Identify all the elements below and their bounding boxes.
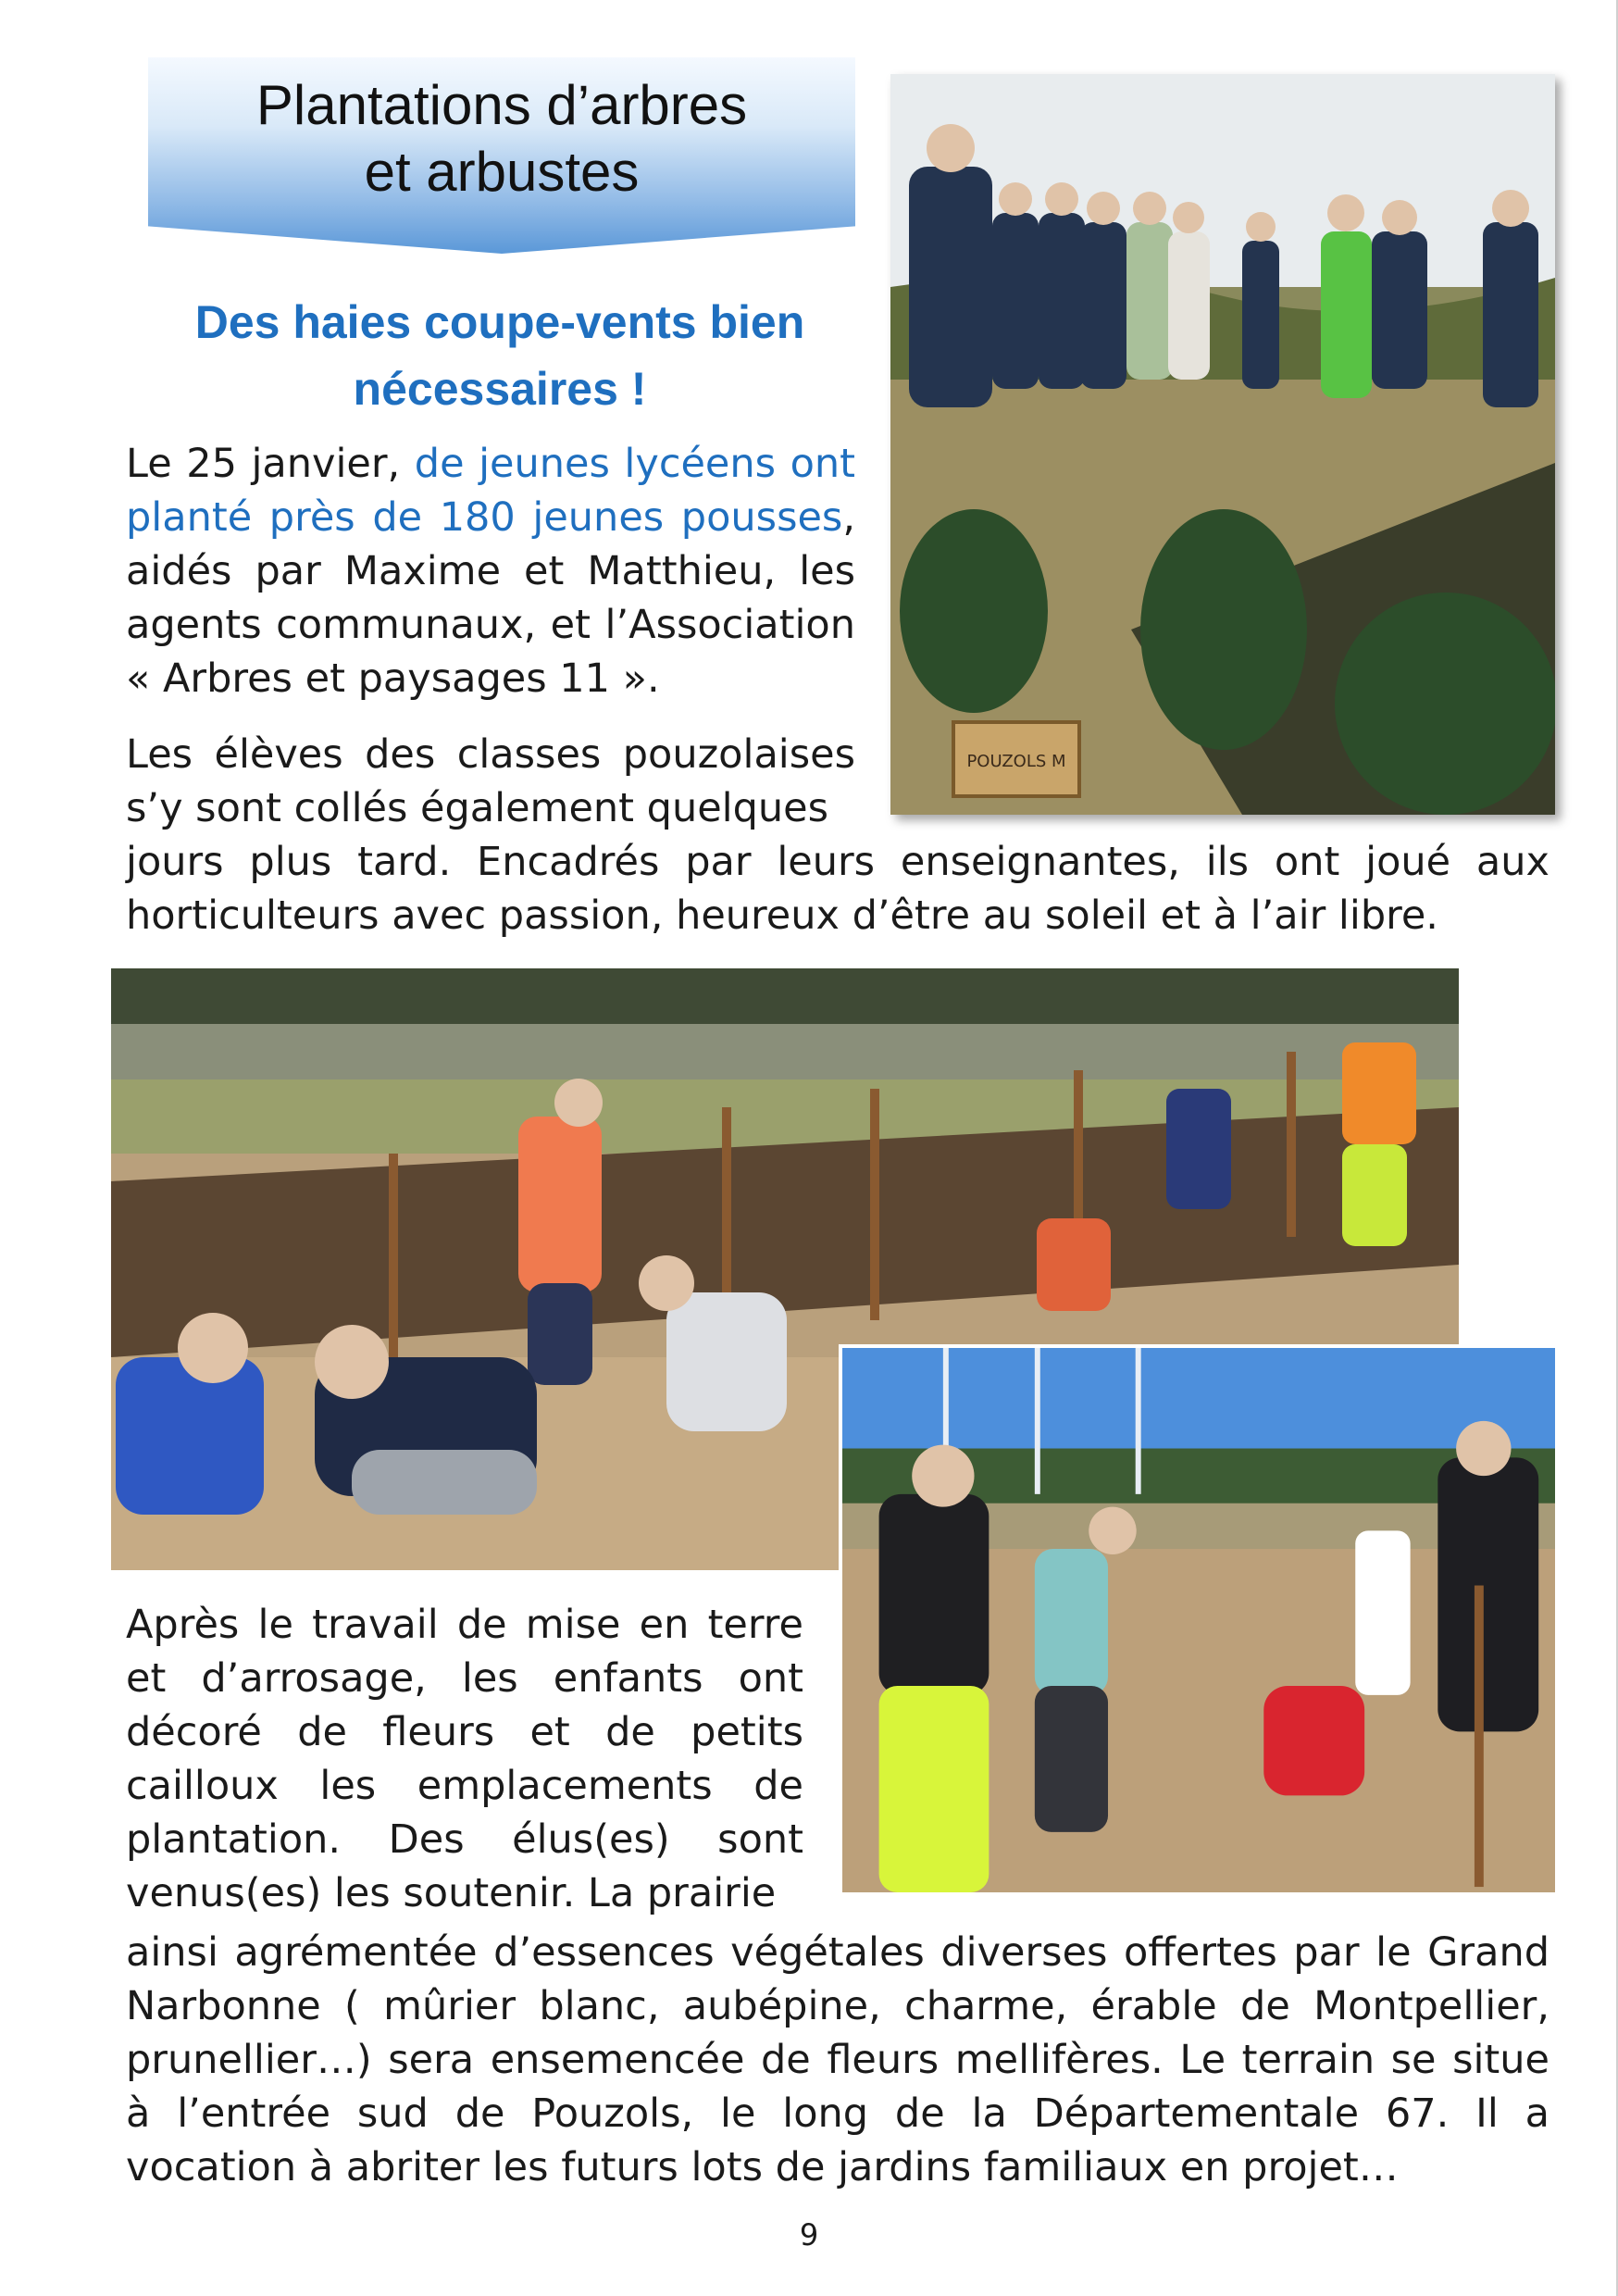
intro-text-end: , aidés par Maxime et Matthieu, les agents communaux, et l’Association « Arbres et paysages 11 ». bbox=[126, 494, 855, 702]
page-title: Plantations d’arbres et arbustes bbox=[255, 74, 748, 203]
page-number: 9 bbox=[799, 2217, 819, 2252]
intro-highlight: de jeunes lycéens ont planté près de 180 jeunes pousses bbox=[126, 441, 856, 541]
paragraph-3-bottom bbox=[126, 1926, 1550, 2194]
paragraph-2-bottom bbox=[126, 835, 1550, 942]
paragraph-3-top bbox=[126, 1598, 803, 1920]
paragraph-3-bottom-text: ainsi agrémentée d’essences végétales diverses offertes par le Grand Narbonne ( mûrier blanc, aubépine, charme, érable de Montpellier, prunellier…) sera ensemencée de fleurs mellifères. Le terrain se situe à l’entrée sud de Pouzols, le long de la Départementale 67. Il a vocation à abriter les futurs lots de jardins familiaux en projet… bbox=[126, 1929, 1550, 2190]
article-subtitle: Des haies coupe-vents bien nécessaires ! bbox=[194, 296, 805, 415]
paragraph-2-bottom-text: jours plus tard. Encadrés par leurs enseignantes, ils ont joué aux horticulteurs avec passion, heureux d’être au soleil et à l’air libre. bbox=[126, 839, 1550, 939]
photo-high-school-students bbox=[890, 74, 1555, 815]
paragraph-3-top-text: Après le travail de mise en terre et d’arrosage, les enfants ont décoré de fleurs et de petits cailloux les emplacements de plantation. Des élus(es) sont venus(es) les soutenir. La prairie bbox=[126, 1602, 803, 1916]
photo-group-planting bbox=[839, 1344, 1559, 1896]
intro-paragraph bbox=[126, 437, 855, 705]
crate-label: POUZOLS M bbox=[966, 752, 1066, 771]
intro-text-start: Le 25 janvier, bbox=[126, 441, 415, 487]
paragraph-2-top-text: Les élèves des classes pouzolaises s’y sont collés également quelques bbox=[126, 731, 855, 831]
paragraph-2-top bbox=[126, 728, 855, 835]
